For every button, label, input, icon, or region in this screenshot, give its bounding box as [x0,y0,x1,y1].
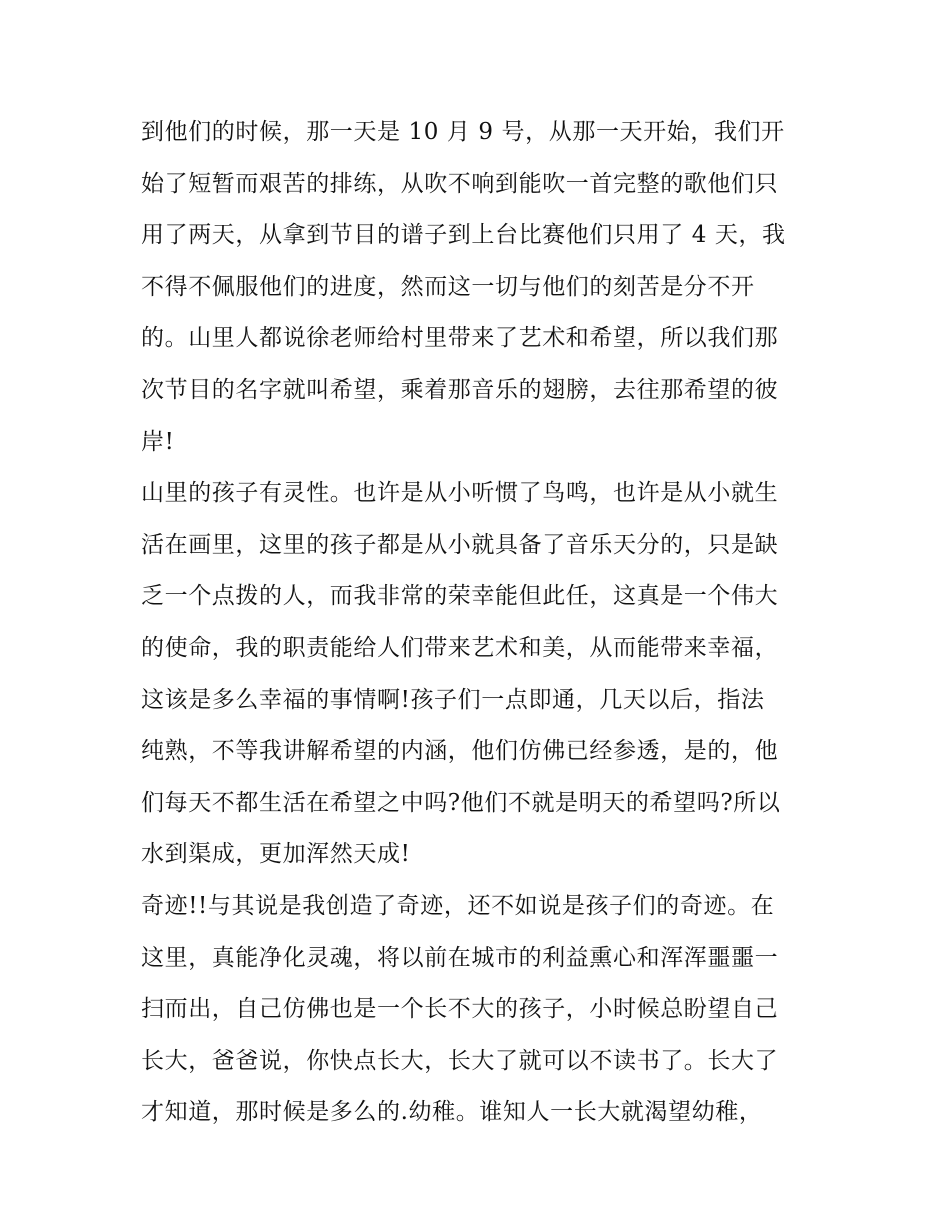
text-line: 纯熟，不等我讲解希望的内涵，他们仿佛已经参透，是的，他 [141,738,779,765]
text-line: 次节目的名字就叫希望，乘着那音乐的翅膀，去往那希望的彼 [141,376,779,403]
text-line: 这里，真能净化灵魂，将以前在城市的利益熏心和浑浑噩噩一 [141,944,779,971]
text-line: 岸! [141,428,175,455]
text-line: 奇迹!!与其说是我创造了奇迹，还不如说是孩子们的奇迹。在 [141,892,775,919]
text-line: 到他们的时候，那一天是 10 月 9 号，从那一天开始，我们开 [141,119,785,145]
text-line: 山里的孩子有灵性。也许是从小听惯了鸟鸣，也许是从小就生 [141,480,779,507]
text-line: 的使命，我的职责能给人们带来艺术和美，从而能带来幸福， [141,634,779,661]
text-line: 才知道，那时候是多么的.幼稚。谁知人一长大就渴望幼稚， [141,1099,763,1126]
text-line: 的。山里人都说徐老师给村里带来了艺术和希望，所以我们那 [141,325,779,352]
text-line: 们每天不都生活在希望之中吗?他们不就是明天的希望吗?所以 [141,789,781,816]
text-line: 扫而出，自己仿佛也是一个长不大的孩子，小时候总盼望自己 [141,996,779,1023]
text-line: 用了两天，从拿到节目的谱子到上台比赛他们只用了 4 天，我 [141,222,786,249]
text-line: 始了短暂而艰苦的排练，从吹不响到能吹一首完整的歌他们只 [141,170,779,197]
text-line: 水到渠成，更加浑然天成! [141,841,411,868]
text-line: 这该是多么幸福的事情啊!孩子们一点即通，几天以后，指法 [141,686,765,713]
text-line: 活在画里，这里的孩子都是从小就具备了音乐天分的，只是缺 [141,531,779,558]
text-line: 乏一个点拨的人，而我非常的荣幸能但此任，这真是一个伟大 [141,583,779,610]
body-text [141,107,821,1139]
text-line: 长大，爸爸说，你快点长大，长大了就可以不读书了。长大了 [141,1047,779,1074]
text-line: 不得不佩服他们的进度，然而这一切与他们的刻苦是分不开 [141,273,755,300]
